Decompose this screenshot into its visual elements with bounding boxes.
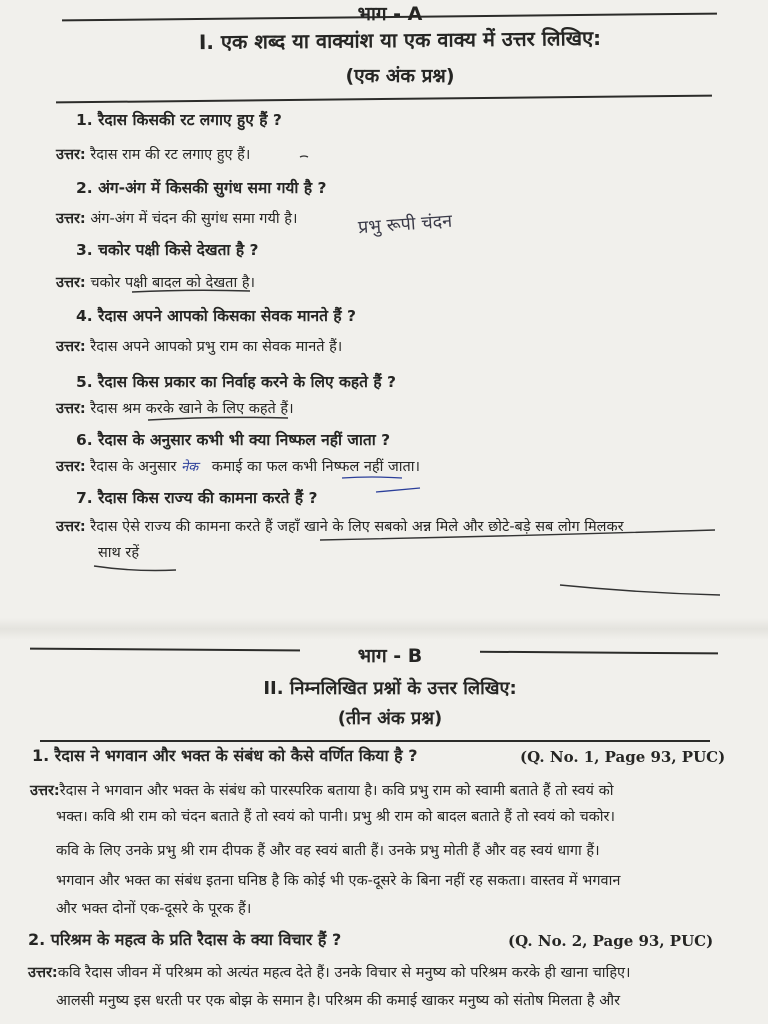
answer-a2-text: अंग-अंग में चंदन की सुगंध समा गयी है। — [90, 211, 298, 227]
answer-a6-text-post: कमाई का फल कभी निष्फल नहीं जाता। — [211, 459, 421, 475]
answer-a7-text: रैदास ऐसे राज्य की कामना करते हैं जहाँ खाने के लिए सबको अन्न मिले और छोटे-बड़े सब लोग मिलकर — [90, 519, 624, 535]
answer-a5-text: रैदास श्रम करके खाने के लिए कहते हैं। — [90, 401, 294, 417]
answer-label: उत्तर: — [30, 783, 60, 799]
handwritten-note-2: प्रभु रूपी चंदन — [357, 210, 453, 239]
question-a2: 2. अंग-अंग में किसकी सुगंध समा गयी है ? — [76, 179, 327, 197]
reference-b2: (Q. No. 2, Page 93, PUC) — [508, 932, 714, 950]
answer-label: उत्तर: — [56, 211, 86, 227]
question-b2: 2. परिश्रम के महत्व के प्रति रैदास के क्या विचार हैं ? — [28, 930, 342, 949]
question-a7: 7. रैदास किस राज्य की कामना करते हैं ? — [76, 489, 318, 507]
reference-b1: (Q. No. 1, Page 93, PUC) — [520, 748, 726, 766]
question-a3: 3. चकोर पक्षी किसे देखता है ? — [76, 241, 259, 259]
answer-b2-line-2: आलसी मनुष्य इस धरती पर एक बोझ के समान है। परिश्रम की कमाई खाकर मनुष्य को संतोष मिलता है और — [56, 993, 620, 1009]
answer-label: उत्तर: — [56, 147, 86, 163]
part-a-heading: भाग - A — [357, 3, 423, 25]
part-b-heading: भाग - B — [300, 642, 480, 668]
page-fold-shadow — [0, 618, 768, 640]
handwritten-note-6: नेक — [181, 460, 199, 475]
answer-b1-line-2: भक्त। कवि श्री राम को चंदन बताते हैं तो स्वयं को पानी। प्रभु श्री राम को बादल बताते हैं तो स्वयं को चकोर। — [56, 809, 615, 825]
answer-a6-text-pre: रैदास के अनुसार — [90, 459, 177, 475]
question-a6: 6. रैदास के अनुसार कभी भी क्या निष्फल नहीं जाता ? — [76, 431, 391, 449]
answer-a1-text: रैदास राम की रट लगाए हुए हैं। — [90, 147, 251, 163]
question-a1: 1. रैदास किसकी रट लगाए हुए हैं ? — [76, 111, 282, 129]
answer-b1-line-1 — [30, 780, 613, 800]
part-b-marks-note: (तीन अंक प्रश्न) — [337, 708, 443, 729]
answer-b1-line-4: भगवान और भक्त का संबंध इतना घनिष्ठ है कि कोई भी एक-दूसरे के बिना नहीं रह सकता। वास्तव में भगवान — [56, 873, 621, 889]
answer-label: उत्तर: — [56, 339, 86, 355]
part-a-marks-note: (एक अंक प्रश्न) — [345, 65, 455, 87]
answer-label: उत्तर: — [28, 965, 58, 981]
question-a5: 5. रैदास किस प्रकार का निर्वाह करने के लिए कहते हैं ? — [76, 373, 397, 391]
answer-b1-line-5: और भक्त दोनों एक-दूसरे के पूरक हैं। — [56, 901, 252, 917]
answer-b2-line-1 — [28, 962, 631, 982]
question-b1: 1. रैदास ने भगवान और भक्त के संबंध को कैसे वर्णित किया है ? — [32, 746, 418, 765]
part-a-instruction: I. एक शब्द या वाक्यांश या एक वाक्य में उत्तर लिखिए: — [198, 25, 602, 55]
answer-a3-text: चकोर पक्षी बादल को देखता है। — [90, 275, 256, 291]
answer-label: उत्तर: — [56, 459, 86, 475]
question-a4: 4. रैदास अपने आपको किसका सेवक मानते हैं ? — [76, 307, 356, 325]
answer-label: उत्तर: — [56, 401, 86, 417]
part-b-instruction: II. निम्नलिखित प्रश्नों के उत्तर लिखिए: — [263, 678, 517, 699]
answer-a4-text: रैदास अपने आपको प्रभु राम का सेवक मानते हैं। — [90, 339, 343, 355]
answer-b1-text: रैदास ने भगवान और भक्त के संबंध को पारस्परिक बताया है। कवि प्रभु राम को स्वामी बताते हैं तो स्वयं को — [59, 783, 614, 799]
answer-b1-line-3: कवि के लिए उनके प्रभु श्री राम दीपक हैं और वह स्वयं बाती हैं। उनके प्रभु मोती हैं और वह स्वयं धागा हैं। — [56, 843, 600, 859]
answer-label: उत्तर: — [56, 519, 86, 535]
answer-label: उत्तर: — [56, 275, 86, 291]
answer-a7-continuation: साथ रहें — [98, 545, 140, 561]
answer-b2-text: कवि रैदास जीवन में परिश्रम को अत्यंत महत्व देते हैं। उनके विचार से मनुष्य को परिश्रम करके ही खाना चाहिए। — [57, 965, 631, 981]
part-b-rule — [40, 740, 710, 742]
